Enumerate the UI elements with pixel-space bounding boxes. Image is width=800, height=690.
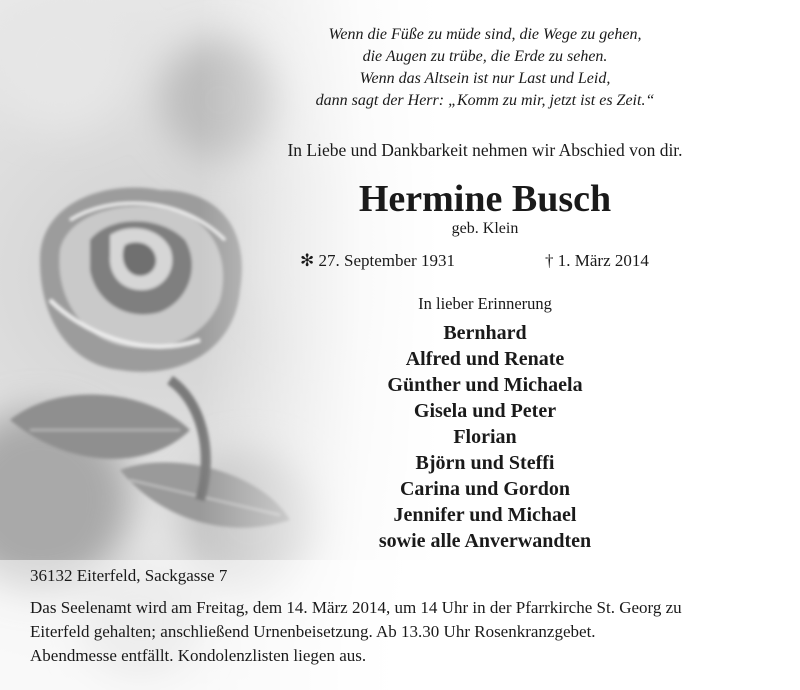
poem-line: Wenn die Füße zu müde sind, die Wege zu gehen, bbox=[328, 26, 642, 43]
mourner-name: Jennifer und Michael bbox=[393, 504, 577, 526]
birth-date: ✻ 27. September 1931 bbox=[300, 251, 455, 270]
family-address: 36132 Eiterfeld, Sackgasse 7 bbox=[30, 566, 228, 585]
service-notice bbox=[30, 596, 800, 668]
mourner-name: Bernhard bbox=[443, 322, 527, 344]
notice-line: Das Seelenamt wird am Freitag, dem 14. März 2014, um 14 Uhr in der Pfarrkirche St. Georg zu bbox=[30, 598, 682, 617]
mourner-name: Gisela und Peter bbox=[413, 400, 557, 422]
poem-line: dann sagt der Herr: „Komm zu mir, jetzt ist es Zeit.“ bbox=[315, 92, 655, 109]
mourner-name: sowie alle Anverwandten bbox=[378, 530, 592, 552]
farewell-intro: In Liebe und Dankbarkeit nehmen wir Abschied von dir. bbox=[287, 140, 683, 160]
mourners-list bbox=[290, 320, 680, 554]
notice-line: Abendmesse entfällt. Kondolenzlisten liegen aus. bbox=[30, 646, 367, 665]
mourner-name: Carina und Gordon bbox=[399, 478, 571, 500]
poem-line: Wenn das Altsein ist nur Last und Leid, bbox=[359, 70, 611, 87]
mourner-name: Florian bbox=[453, 426, 517, 448]
mourner-name: Günther und Michaela bbox=[387, 374, 583, 396]
death-date: † 1. März 2014 bbox=[545, 251, 649, 270]
maiden-name: geb. Klein bbox=[451, 220, 519, 237]
poem bbox=[250, 24, 720, 112]
poem-line: die Augen zu trübe, die Erde zu sehen. bbox=[362, 48, 608, 65]
memory-label: In lieber Erinnerung bbox=[418, 294, 552, 313]
mourner-name: Björn und Steffi bbox=[415, 452, 555, 474]
deceased-name: Hermine Busch bbox=[358, 178, 612, 220]
notice-line: Eiterfeld gehalten; anschließend Urnenbeisetzung. Ab 13.30 Uhr Rosenkranzgebet. bbox=[30, 622, 596, 641]
mourner-name: Alfred und Renate bbox=[405, 348, 565, 370]
